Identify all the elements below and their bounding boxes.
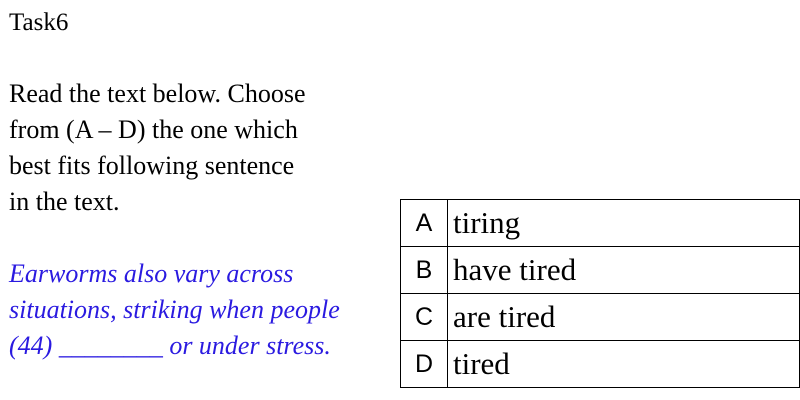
option-text: tired bbox=[448, 341, 800, 388]
option-row-d[interactable] bbox=[401, 341, 800, 388]
option-row-c[interactable] bbox=[401, 294, 800, 341]
prompt-line: situations, striking when people bbox=[9, 295, 340, 324]
prompt-line: Earworms also vary across bbox=[9, 259, 294, 288]
option-text: tiring bbox=[448, 200, 800, 247]
option-row-b[interactable] bbox=[401, 247, 800, 294]
option-letter: B bbox=[401, 247, 448, 294]
instructions bbox=[9, 76, 389, 220]
instructions-line: Read the text below. Choose bbox=[9, 79, 306, 108]
option-letter: C bbox=[401, 294, 448, 341]
option-text: are tired bbox=[448, 294, 800, 341]
option-letter: D bbox=[401, 341, 448, 388]
instructions-line: from (A – D) the one which bbox=[9, 115, 298, 144]
prompt-line: (44) ________ or under stress. bbox=[9, 331, 331, 360]
option-letter: A bbox=[401, 200, 448, 247]
options-table bbox=[400, 199, 800, 388]
instructions-line: best fits following sentence bbox=[9, 151, 295, 180]
task-title: Task6 bbox=[9, 9, 69, 36]
option-row-a[interactable] bbox=[401, 200, 800, 247]
instructions-line: in the text. bbox=[9, 187, 120, 216]
option-text: have tired bbox=[448, 247, 800, 294]
prompt-sentence bbox=[9, 256, 399, 364]
